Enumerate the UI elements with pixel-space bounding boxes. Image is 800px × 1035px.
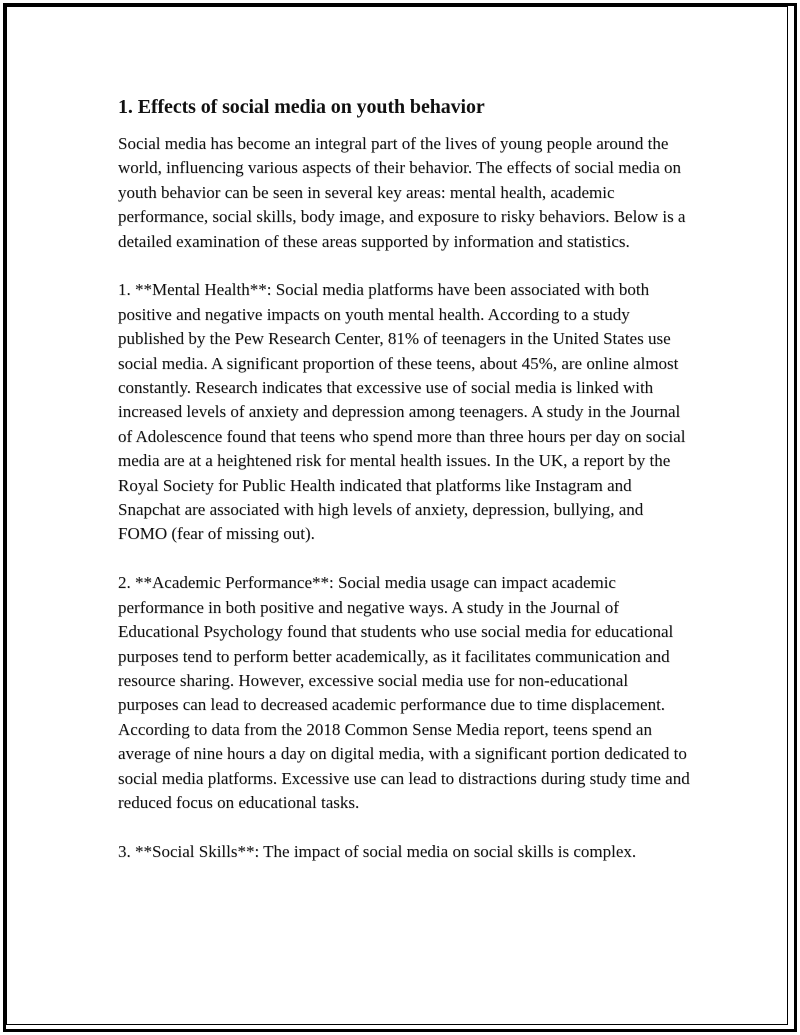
academic-performance-paragraph: 2. **Academic Performance**: Social media usage can impact academic performance in both positive and negative ways. A study in the Journal of Educational Psychology found that students who use social media for educational purposes tend to perform better academically, as it facilitates communication and resource sharing. However, excessive social media use for non-educational purposes can lead to decreased academic performance due to time displacement. According to data from the 2018 Common Sense Media report, teens spend an average of nine hours a day on digital media, with a significant portion dedicated to social media platforms. Excessive use can lead to distractions during study time and reduced focus on educational tasks. bbox=[118, 573, 690, 812]
social-skills-paragraph: 3. **Social Skills**: The impact of social media on social skills is complex. bbox=[118, 841, 637, 861]
document-body bbox=[118, 94, 690, 864]
mental-health-paragraph: 1. **Mental Health**: Social media platforms have been associated with both positive and negative impacts on youth mental health. According to a study published by the Pew Research Center, 81% of teenagers in the United States use social media. A significant proportion of these teens, about 45%, are online almost constantly. Research indicates that excessive use of social media is linked with increased levels of anxiety and depression among teenagers. A study in the Journal of Adolescence found that teens who spend more than three hours per day on social media are at a heightened risk for mental health issues. In the UK, a report by the Royal Society for Public Health indicated that platforms like Instagram and Snapchat are associated with high levels of anxiety, depression, bullying, and FOMO (fear of missing out). bbox=[118, 280, 686, 544]
intro-paragraph: Social media has become an integral part of the lives of young people around the world, influencing various aspects of their behavior. The effects of social media on youth behavior can be seen in several key areas: mental health, academic performance, social skills, body image, and exposure to risky behaviors. Below is a detailed examination of these areas supported by information and statistics. bbox=[118, 134, 686, 251]
section-heading: 1. Effects of social media on youth behavior bbox=[118, 96, 485, 118]
